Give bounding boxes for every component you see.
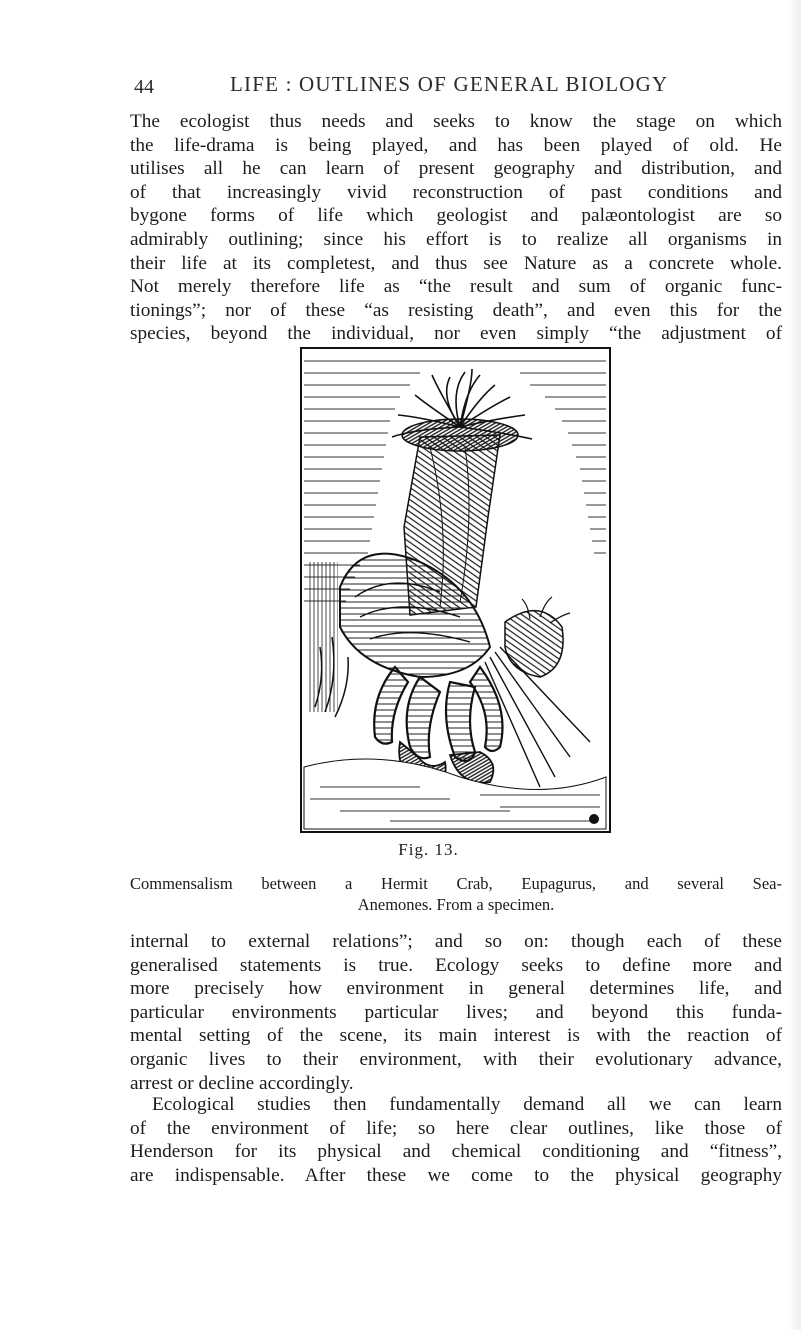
page-edge-shadow	[787, 0, 801, 1330]
text-line: are indispensable. After these we come to the physical geography	[130, 1164, 782, 1186]
text-line: of the environment of life; so here clear outlines, like those of	[130, 1117, 782, 1139]
text-line: of that increasingly vivid reconstruction of past conditions and	[130, 181, 782, 203]
paragraph-1	[130, 110, 782, 346]
text-line: utilises all he can learn of present geography and distribution, and	[130, 158, 782, 180]
text-line: their life at its completest, and thus see Nature as a concrete whole.	[130, 252, 782, 274]
figure-illustration	[300, 347, 611, 833]
text-line: internal to external relations”; and so on: though each of these	[130, 931, 782, 952]
text-line: Ecological studies then fundamentally demand all we can learn	[152, 1094, 782, 1115]
caption-line-1: Commensalism between a Hermit Crab, Eupagurus, and several Sea-	[130, 874, 782, 893]
paragraph-2	[130, 930, 782, 1095]
hermit-crab-illustration	[300, 347, 611, 833]
text-line: arrest or decline accordingly.	[130, 1072, 354, 1094]
running-title: LIFE : OUTLINES OF GENERAL BIOLOGY	[230, 72, 669, 96]
figure-caption	[130, 873, 782, 915]
page-number: 44	[134, 76, 154, 98]
text-line: the life-drama is being played, and has been played of old. He	[130, 134, 782, 156]
running-head	[0, 70, 801, 110]
paragraph-3	[130, 1093, 782, 1187]
text-line: Not merely therefore life as “the result and sum of organic func-	[130, 276, 782, 298]
text-line: Henderson for its physical and chemical conditioning and “fitness”,	[130, 1141, 782, 1163]
figure-label: Fig. 13.	[398, 840, 459, 859]
text-line: generalised statements is true. Ecology seeks to define more and	[130, 954, 782, 976]
text-line: bygone forms of life which geologist and palæontologist are so	[130, 205, 782, 227]
text-line: species, beyond the individual, nor even simply “the adjustment of	[130, 323, 782, 345]
text-line: The ecologist thus needs and seeks to know the stage on which	[130, 111, 782, 132]
caption-line-2: Anemones. From a specimen.	[357, 895, 555, 914]
text-line: organic lives to their environment, with their evolutionary advance,	[130, 1048, 782, 1070]
text-line: more precisely how environment in general determines life, and	[130, 978, 782, 1000]
text-line: mental setting of the scene, its main interest is with the reaction of	[130, 1025, 782, 1047]
text-line: tionings”; nor of these “as resisting death”, and even this for the	[130, 299, 782, 321]
text-line: admirably outlining; since his effort is to realize all organisms in	[130, 228, 782, 250]
text-line: particular environments particular lives; and beyond this funda-	[130, 1001, 782, 1023]
